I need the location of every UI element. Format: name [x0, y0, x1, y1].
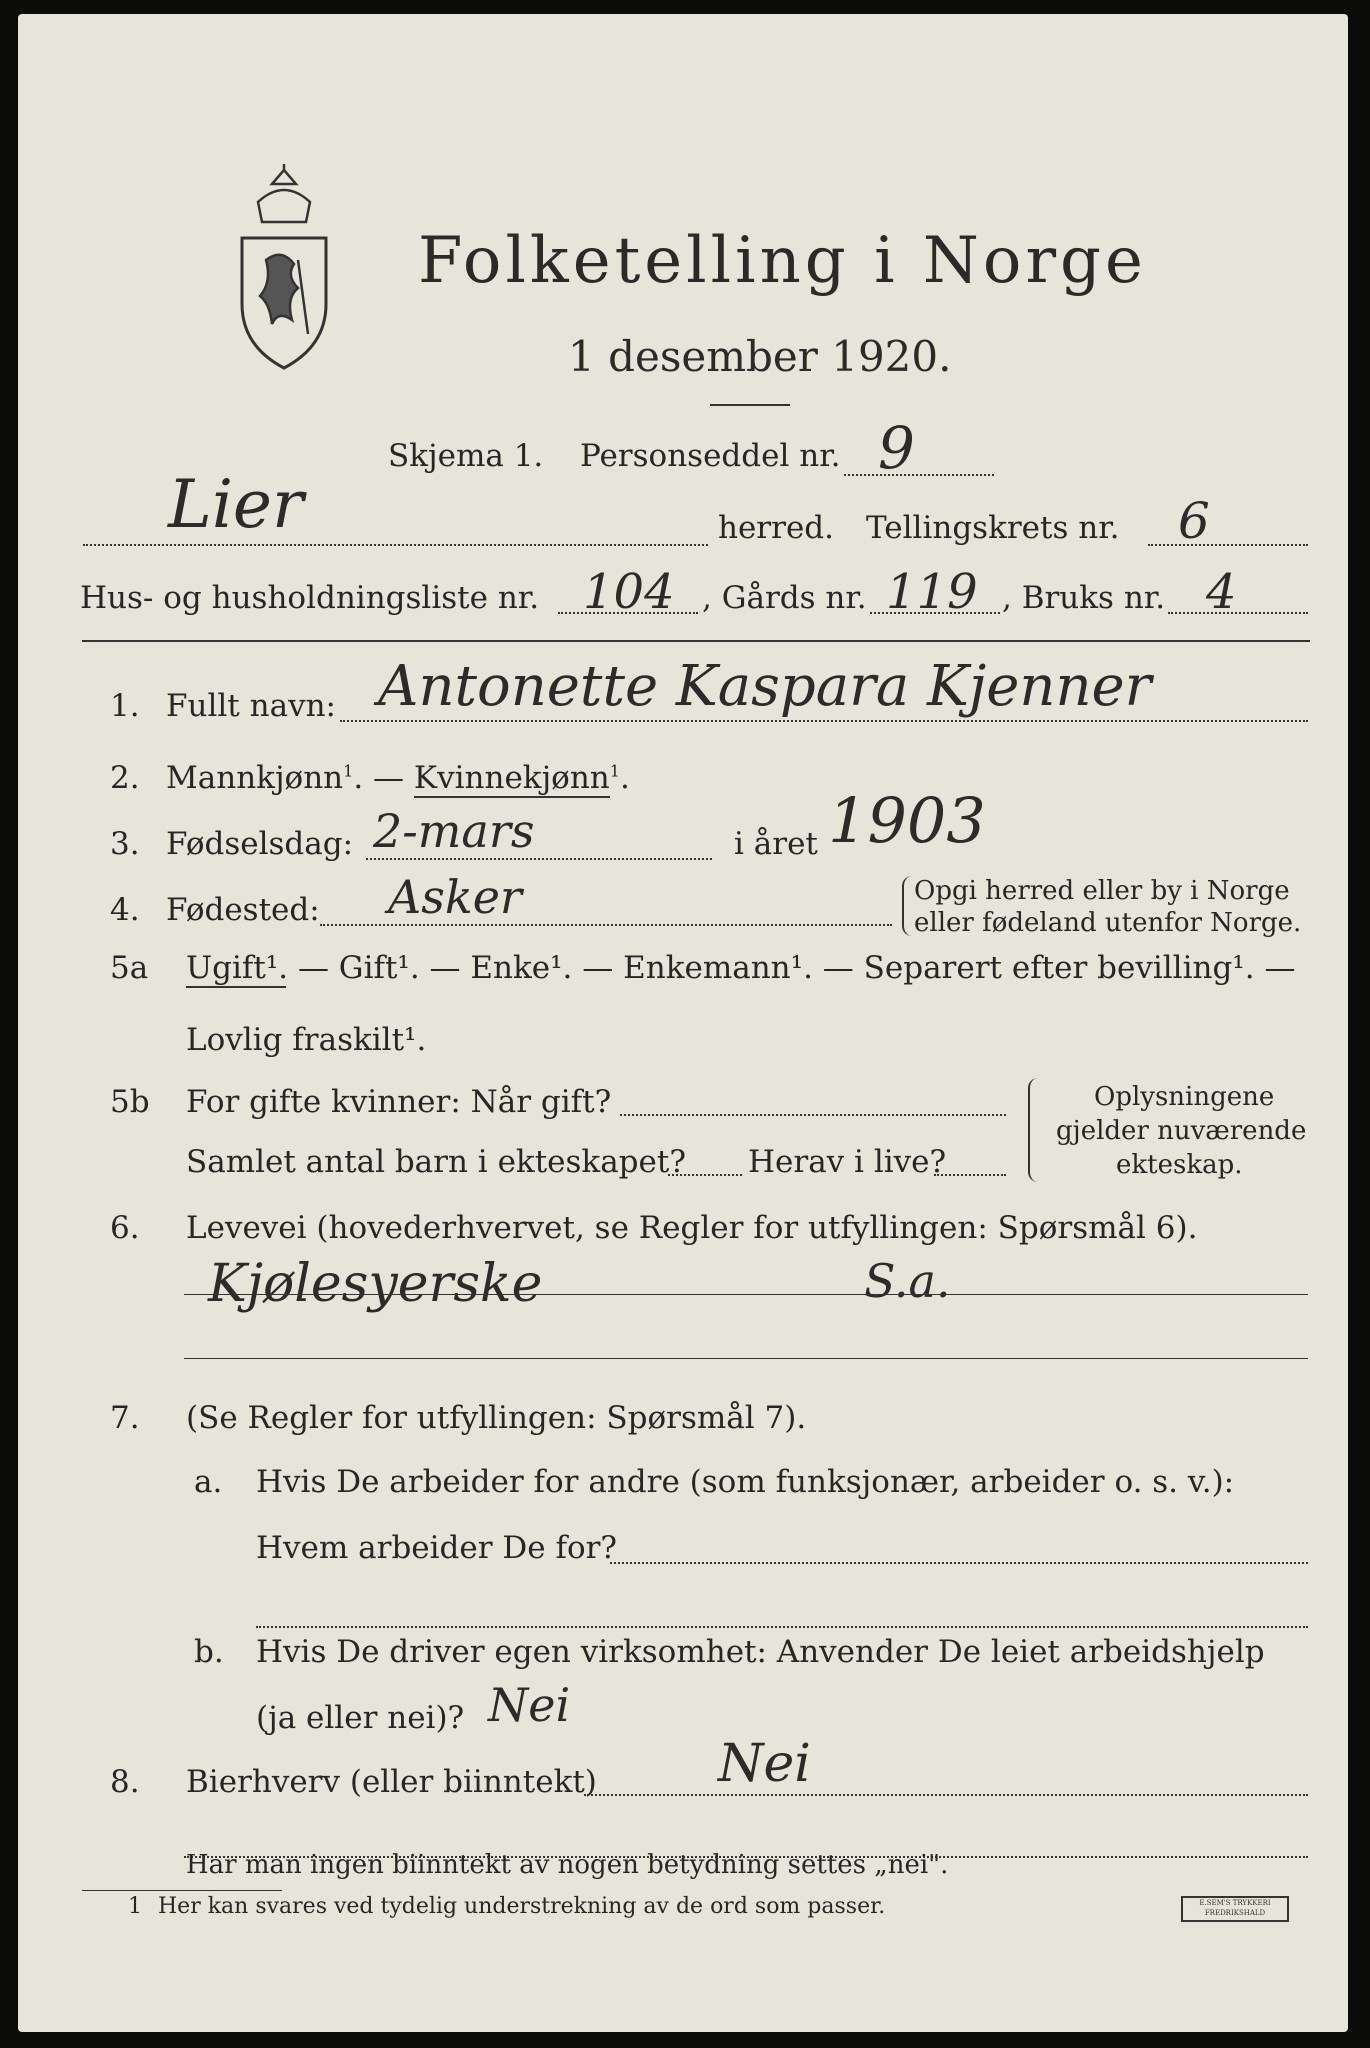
- personseddel-value[interactable]: 9: [878, 414, 915, 482]
- tellingskrets-label: Tellingskrets nr.: [866, 510, 1120, 546]
- occupation-value[interactable]: Kjølesyerske: [208, 1254, 543, 1314]
- q6-label: Levevei (hovederhvervet, se Regler for utfyllingen: Spørsmål 6).: [186, 1210, 1198, 1246]
- q7a-line2: Hvem arbeider De for?: [256, 1530, 618, 1566]
- hus-label: Hus- og husholdningsliste nr.: [80, 580, 540, 616]
- q6-line2: [184, 1358, 1308, 1359]
- mannkjonn-option[interactable]: Mannkjønn: [166, 760, 344, 796]
- bruks-label: , Bruks nr.: [1002, 580, 1166, 616]
- personseddel-label: Personseddel nr.: [580, 438, 841, 474]
- title-divider: [710, 404, 790, 406]
- birthplace-value[interactable]: Asker: [388, 870, 522, 924]
- q5b-number: 5b: [110, 1084, 150, 1120]
- occupation-annotation: S.a.: [864, 1254, 951, 1308]
- q2-gender-options: [166, 760, 630, 796]
- q7a-field-line1: [610, 1562, 1308, 1564]
- side-income-value[interactable]: Nei: [718, 1734, 811, 1794]
- q2-number: 2.: [110, 760, 140, 796]
- gards-label: , Gårds nr.: [702, 580, 867, 616]
- ugift-underline: [186, 986, 286, 988]
- birthday-value[interactable]: 2-mars: [373, 804, 535, 858]
- full-name-value[interactable]: Antonette Kaspara Kjenner: [378, 654, 1152, 719]
- footnote-number: 1: [128, 1894, 142, 1919]
- q8-field-line1: [584, 1794, 1308, 1796]
- tellingskrets-field-line: [1148, 544, 1308, 546]
- header-rule: [82, 640, 1310, 642]
- q5b-brace: [1028, 1078, 1038, 1182]
- hired-help-value[interactable]: Nei: [488, 1678, 571, 1732]
- tellingskrets-value[interactable]: 6: [1178, 492, 1210, 550]
- q4-note-line1: Opgi herred eller by i Norge: [914, 876, 1290, 906]
- q8-label: Bierhverv (eller biinntekt): [186, 1764, 597, 1800]
- mannkjonn-sup: 1: [343, 761, 354, 781]
- footnote-rule: [82, 1890, 282, 1891]
- form-date: 1 desember 1920.: [568, 332, 952, 381]
- q2-end: .: [619, 760, 630, 796]
- birth-year-value[interactable]: 1903: [828, 784, 986, 857]
- q7-label: (Se Regler for utfyllingen: Spørsmål 7).: [186, 1400, 807, 1436]
- q7b-number: b.: [194, 1634, 224, 1670]
- q2-separator: . —: [353, 760, 405, 796]
- footnote-text: Her kan svares ved tydelig understrekning av de ord som passer.: [158, 1894, 886, 1919]
- q3-field-line: [366, 858, 712, 860]
- q6-line1: [184, 1294, 1308, 1295]
- footer-note: Har man ingen biinntekt av nogen betydning settes „nei".: [186, 1850, 949, 1880]
- q7a-line1: Hvis De arbeider for andre (som funksjonær, arbeider o. s. v.):: [256, 1464, 1235, 1500]
- q3-label: Fødselsdag:: [166, 826, 354, 862]
- q1-label: Fullt navn:: [166, 688, 336, 724]
- herred-field-line: [83, 544, 708, 546]
- q7a-field-line2: [256, 1626, 1308, 1628]
- q7b-line2: (ja eller nei)?: [256, 1700, 465, 1736]
- q7b-line1: Hvis De driver egen virksomhet: Anvender De leiet arbeidshjelp: [256, 1634, 1265, 1670]
- q8-number: 8.: [110, 1764, 140, 1800]
- q4-note-line2: eller fødeland utenfor Norge.: [914, 908, 1302, 938]
- q5b-children-alive: Herav i live?: [748, 1144, 947, 1180]
- bruks-field-line: [1168, 612, 1308, 614]
- q1-field-line: [340, 720, 1308, 722]
- q5b-note-line1: Oplysningene: [1094, 1082, 1275, 1112]
- q5b-when-field-line: [620, 1114, 1006, 1116]
- q6-number: 6.: [110, 1210, 140, 1246]
- census-form-page: [18, 14, 1348, 2032]
- q5b-children-total: Samlet antal barn i ekteskapet?: [186, 1144, 686, 1180]
- q4-field-line: [320, 924, 892, 926]
- q1-number: 1.: [110, 688, 140, 724]
- q5b-children-field-line: [668, 1174, 742, 1176]
- skjema-label: Skjema 1.: [388, 438, 544, 474]
- q7-number: 7.: [110, 1400, 140, 1436]
- kvinnekjonn-option-underlined[interactable]: Kvinnekjønn: [413, 760, 610, 796]
- q5a-marital-options: Ugift¹. — Gift¹. — Enke¹. — Enkemann¹. — Separert efter bevilling¹. —: [186, 950, 1296, 986]
- kvinnekjonn-sup: 1: [609, 761, 620, 781]
- q5a-line2: Lovlig fraskilt¹.: [186, 1022, 427, 1058]
- herred-value[interactable]: Lier: [168, 466, 304, 543]
- herred-label: herred.: [718, 510, 834, 546]
- printer-stamp: E.SEM'S TRYKKERI FREDRIKSHALD: [1181, 1896, 1289, 1922]
- q4-number: 4.: [110, 892, 140, 928]
- q7a-number: a.: [194, 1464, 223, 1500]
- personseddel-field-line: [844, 474, 994, 476]
- gards-value[interactable]: 119: [886, 564, 978, 620]
- q3-year-label: i året: [734, 826, 818, 862]
- q3-number: 3.: [110, 826, 140, 862]
- hus-value[interactable]: 104: [583, 564, 675, 620]
- coat-of-arms-icon: [236, 164, 332, 374]
- q5b-note-line2: gjelder nuværende: [1056, 1116, 1307, 1146]
- q4-label: Fødested:: [166, 892, 320, 928]
- bruks-value[interactable]: 4: [1206, 564, 1237, 620]
- q5b-alive-field-line: [934, 1174, 1006, 1176]
- form-title: Folketelling i Norge: [418, 224, 1147, 298]
- q5b-note-line3: ekteskap.: [1116, 1150, 1243, 1180]
- q5b-married-when: For gifte kvinner: Når gift?: [186, 1084, 612, 1120]
- q4-brace: [902, 876, 912, 936]
- q5a-number: 5a: [110, 950, 149, 986]
